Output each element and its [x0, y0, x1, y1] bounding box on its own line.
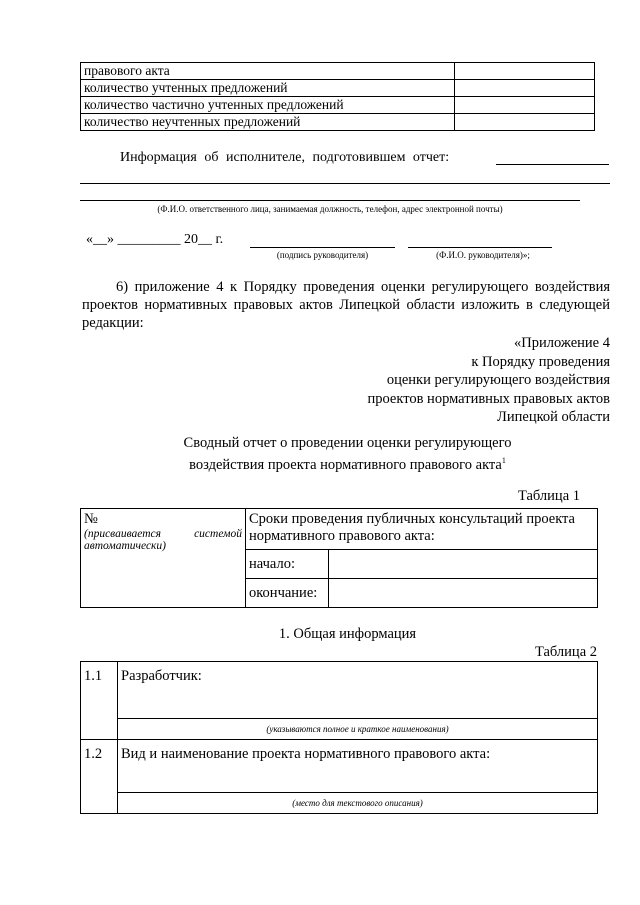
report-title-line-1: Сводный отчет о проведении оценки регулирующего	[183, 435, 512, 451]
end-value-cell	[329, 579, 598, 608]
signature-caption: (подпись руководителя)	[276, 250, 369, 260]
value-cell	[455, 97, 595, 114]
appendix-line: Липецкой области	[497, 409, 610, 425]
executor-underline-3	[80, 200, 580, 201]
table-row	[81, 740, 598, 793]
executor-underline-2	[80, 183, 610, 184]
table-cell: правового акта	[81, 63, 455, 80]
row-label: Разработчик:	[118, 662, 598, 719]
executor-info-line: Информация об исполнителе, подготовившем отчет:	[120, 150, 450, 165]
table-row	[81, 63, 595, 80]
row-number: 1.1	[81, 662, 118, 740]
consultation-table	[80, 508, 598, 608]
executor-caption: (Ф.И.О. ответственного лица, занимаемая должность, телефон, адрес электронной почты)	[157, 204, 503, 214]
number-label: №	[84, 511, 98, 527]
table-row	[81, 80, 595, 97]
table-cell: количество частично учтенных предложений	[81, 97, 455, 114]
start-label: начало:	[246, 550, 329, 579]
appendix-header	[367, 334, 610, 427]
paragraph-6-text: 6) приложение 4 к Порядку проведения оценки регулирующего воздействия проектов нормативных правовых актов Липецкой области изложить в следующей редакции:	[82, 279, 610, 331]
table2-label: Таблица 2	[534, 644, 597, 660]
report-title	[80, 434, 615, 474]
appendix-line: оценки регулирующего воздействия	[386, 372, 610, 388]
row-number: 1.2	[81, 740, 118, 814]
table-row	[81, 97, 595, 114]
value-cell	[455, 80, 595, 97]
fio-line	[408, 247, 552, 248]
number-note: (присваивается системой автоматически)	[84, 528, 242, 552]
table-cell: количество неучтенных предложений	[81, 114, 455, 131]
number-cell	[81, 509, 246, 608]
row-label: Вид и наименование проекта нормативного правового акта:	[118, 740, 598, 793]
report-title-line-2	[80, 452, 615, 474]
value-cell	[455, 114, 595, 131]
appendix-line: к Порядку проведения	[471, 353, 610, 370]
table-row	[81, 662, 598, 719]
appendix-line: проектов нормативных правовых актов	[367, 390, 610, 407]
table1-label: Таблица 1	[517, 488, 580, 504]
general-info-table	[80, 661, 598, 814]
footnote-marker: 1	[501, 456, 506, 465]
summary-table	[80, 62, 595, 131]
paragraph-6	[82, 278, 610, 332]
section-1-title: 1. Общая информация	[278, 626, 417, 642]
row-caption: (указываются полное и краткое наименования)	[118, 719, 598, 740]
table-row	[81, 719, 598, 740]
signature-date: «__» _________ 20__ г.	[86, 232, 224, 247]
table-row	[81, 114, 595, 131]
consultation-title-cell: Сроки проведения публичных консультаций проекта нормативного правового акта:	[246, 509, 598, 550]
fio-caption: (Ф.И.О. руководителя)»;	[436, 250, 530, 260]
table-row	[81, 793, 598, 814]
signature-line	[250, 247, 395, 248]
report-title-text: воздействия проекта нормативного правового акта	[189, 456, 502, 473]
appendix-line: «Приложение 4	[514, 335, 610, 351]
row-caption: (место для текстового описания)	[118, 793, 598, 814]
start-value-cell	[329, 550, 598, 579]
end-label: окончание:	[246, 579, 329, 608]
table-cell: количество учтенных предложений	[81, 80, 455, 97]
value-cell	[455, 63, 595, 80]
table-row	[81, 509, 598, 550]
executor-underline	[496, 164, 609, 165]
